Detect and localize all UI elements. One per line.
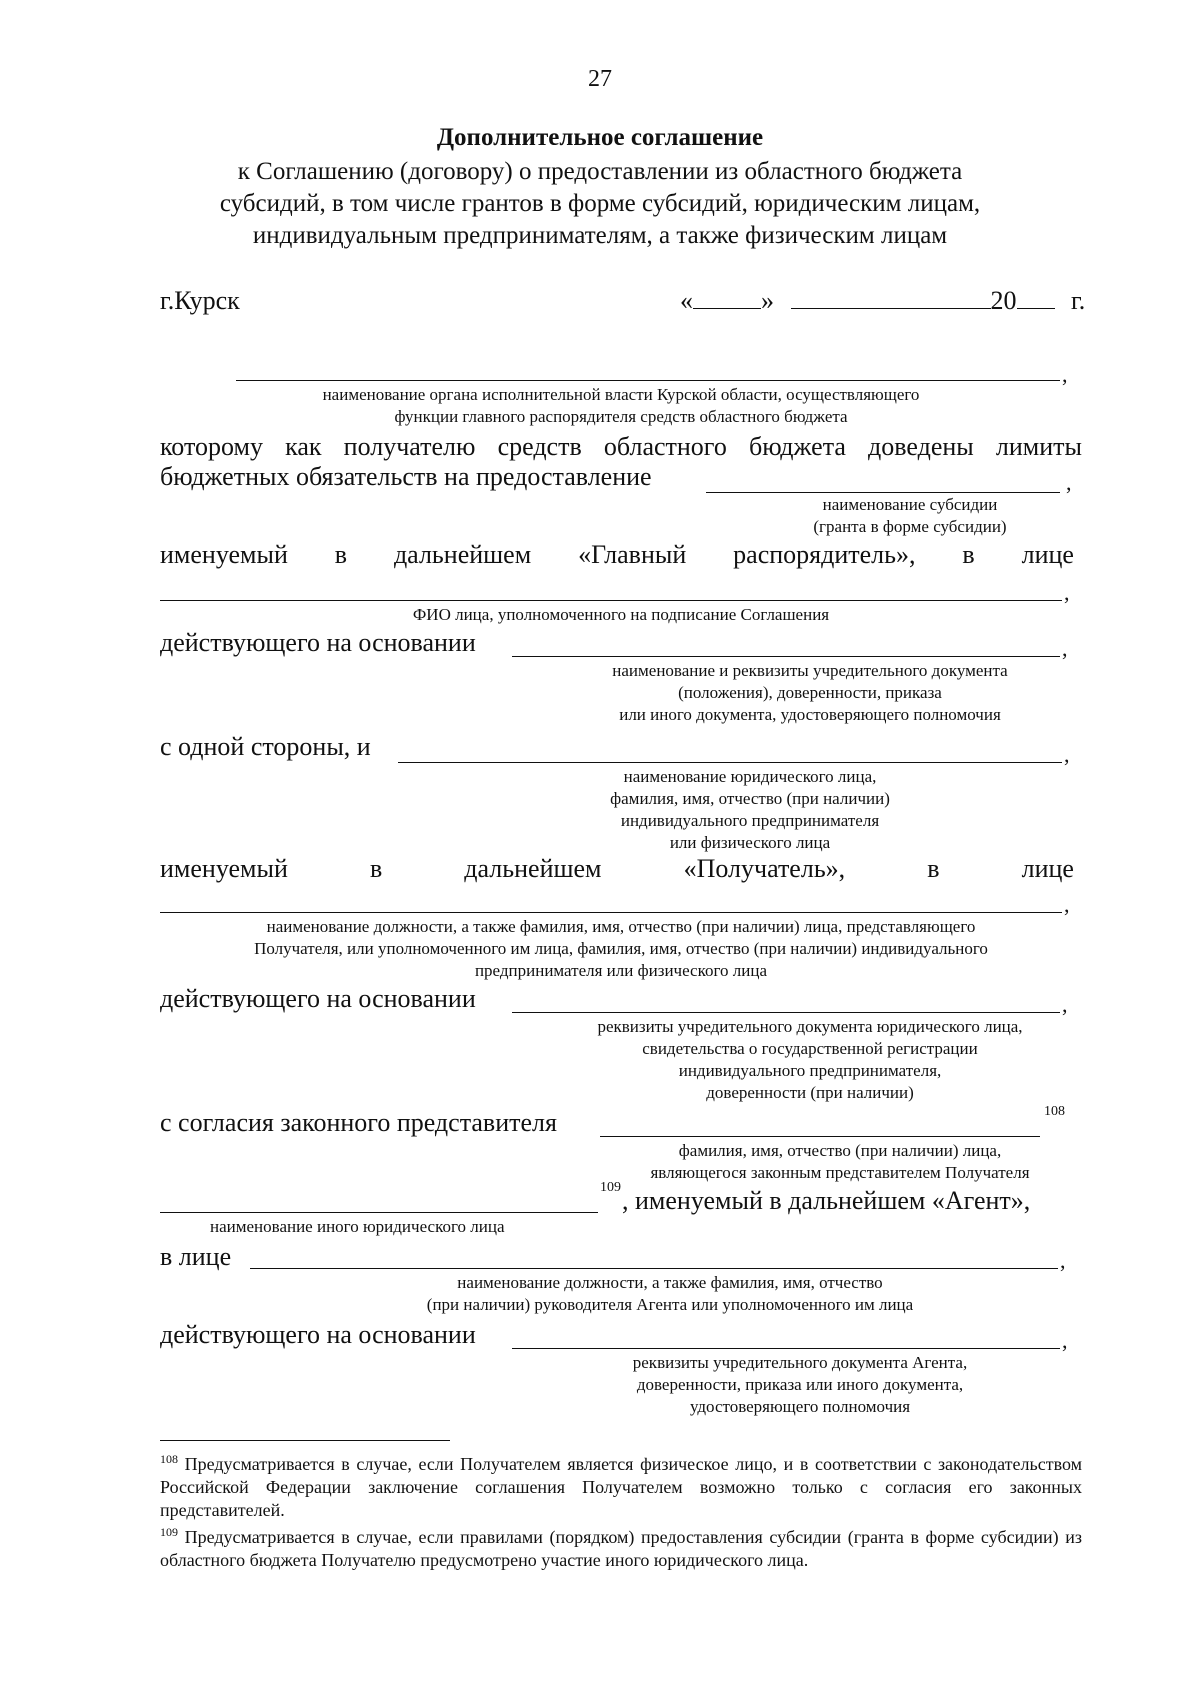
caption-recipient-3: индивидуального предпринимателя (620, 811, 880, 830)
comma: , (1060, 1248, 1066, 1273)
document-title: Дополнительное соглашение (436, 124, 764, 151)
caption-recipient-1: наименование юридического лица, (623, 767, 877, 786)
caption-doc-3-1: реквизиты учредительного документа Агента, (632, 1353, 968, 1372)
caption-doc-2-1: реквизиты учредительного документа юридического лица, (597, 1017, 1023, 1036)
acting-basis-1: действующего на основании (160, 628, 476, 657)
caption-representative-2: Получателя, или уполномоченного им лица, фамилия, имя, отчество (при наличии) индивидуального (254, 939, 988, 958)
caption-doc-1-1: наименование и реквизиты учредительного документа (612, 661, 1008, 680)
para-limits-1: которому как получателю средств областного бюджета доведены лимиты (160, 432, 1082, 461)
legal-rep-blank[interactable] (600, 1136, 1040, 1137)
word: «Получатель», (683, 854, 846, 883)
named-chief-row (160, 540, 1074, 570)
word: в (962, 540, 975, 569)
caption-authority-2: функции главного распорядителя средств областного бюджета (394, 407, 848, 426)
footnote-ref-108[interactable]: 108 (1044, 1104, 1065, 1119)
caption-doc-2-3: индивидуального предпринимателя, (678, 1061, 942, 1080)
date-close-quote: » (761, 286, 774, 315)
word: лице (1021, 854, 1074, 883)
city: г.Курск (160, 286, 240, 315)
caption-representative-1: наименование должности, а также фамилия, имя, отчество (при наличии) лица, представляющего (266, 917, 976, 936)
caption-doc-2-4: доверенности (при наличии) (706, 1083, 914, 1102)
recipient-name-blank[interactable] (398, 762, 1062, 763)
comma: , (1064, 580, 1070, 605)
basis-doc-blank-3[interactable] (512, 1348, 1060, 1349)
word: «Главный (578, 540, 687, 569)
agent-head-blank[interactable] (250, 1268, 1058, 1269)
year-suffix: г. (1071, 286, 1086, 315)
caption-agent-head-2: (при наличии) руководителя Агента или уполномоченного им лица (426, 1295, 914, 1314)
word: распорядитель», (733, 540, 916, 569)
word: дальнейшем (393, 540, 532, 569)
representative-blank[interactable] (160, 912, 1062, 913)
caption-doc-1-2: (положения), доверенности, приказа (678, 683, 942, 702)
page-number: 27 (588, 66, 612, 92)
caption-legal-rep-2: являющегося законным представителем Получателя (650, 1163, 1030, 1182)
consent-label: с согласия законного представителя (160, 1108, 557, 1137)
footnote-ref-109[interactable]: 109 (600, 1180, 621, 1195)
footnote-109 (160, 1521, 1082, 1572)
footnote-text: Предусматривается в случае, если Получателем является физическое лицо, и в соответствии с законодательством Российской Федерации заключение соглашения Получателем возможно только с согласия его законных представителей. (160, 1454, 1082, 1520)
comma: , (1062, 1328, 1068, 1353)
caption-doc-3-3: удостоверяющего полномочия (689, 1397, 911, 1416)
named-recipient-row (160, 854, 1074, 884)
caption-doc-1-3: или иного документа, удостоверяющего полномочия (619, 705, 1001, 724)
in-person-label: в лице (160, 1242, 232, 1271)
footnote-separator (160, 1440, 450, 1441)
subtitle-line-3: индивидуальным предпринимателям, а также физическим лицам (252, 222, 948, 249)
one-side: с одной стороны, и (160, 732, 371, 761)
authority-blank[interactable] (236, 380, 1060, 381)
word: в (927, 854, 940, 883)
date-open-quote: « (680, 286, 693, 315)
date-field (680, 286, 1085, 316)
word: дальнейшем (464, 854, 602, 883)
comma: , (1062, 362, 1068, 387)
comma: , (1062, 992, 1068, 1017)
word: лице (1021, 540, 1074, 569)
word: в (334, 540, 348, 569)
year-blank[interactable] (1017, 307, 1055, 309)
caption-fio: ФИО лица, уполномоченного на подписание Соглашения (412, 605, 830, 624)
footnote-108 (160, 1448, 1082, 1522)
caption-subsidy-1: наименование субсидии (822, 495, 998, 514)
subsidy-name-blank[interactable] (706, 492, 1060, 493)
caption-recipient-2: фамилия, имя, отчество (при наличии) (610, 789, 890, 808)
other-entity-blank[interactable] (160, 1212, 598, 1213)
caption-other-entity: наименование иного юридического лица (210, 1217, 505, 1236)
word: именуемый (160, 540, 288, 569)
footnote-text: Предусматривается в случае, если правилами (порядком) предоставления субсидии (гранта в форме субсидии) из областного бюджета Получателю предусмотрено участие иного юридического лица. (160, 1527, 1082, 1570)
year-prefix: 20 (990, 286, 1017, 315)
para-limits-2: бюджетных обязательств на предоставление (160, 462, 652, 491)
caption-representative-3: предпринимателя или физического лица (474, 961, 768, 980)
caption-agent-head-1: наименование должности, а также фамилия, имя, отчество (457, 1273, 883, 1292)
subtitle-line-1: к Соглашению (договору) о предоставлении из областного бюджета (237, 158, 963, 185)
comma: , (1062, 636, 1068, 661)
fio-blank[interactable] (160, 600, 1062, 601)
month-blank[interactable] (791, 307, 991, 309)
caption-doc-2-2: свидетельства о государственной регистрации (642, 1039, 978, 1058)
agent-named: , именуемый в дальнейшем «Агент», (622, 1186, 1031, 1215)
footnote-number: 108 (160, 1452, 178, 1466)
acting-basis-3: действующего на основании (160, 1320, 476, 1349)
caption-authority-1: наименование органа исполнительной власти Курской области, осуществляющего (322, 385, 920, 404)
footnote-number: 109 (160, 1525, 178, 1539)
caption-recipient-4: или физического лица (669, 833, 831, 852)
day-blank[interactable] (693, 307, 761, 309)
word: в (369, 854, 383, 883)
comma: , (1064, 742, 1070, 767)
acting-basis-2: действующего на основании (160, 984, 476, 1013)
comma: , (1064, 892, 1070, 917)
caption-legal-rep-1: фамилия, имя, отчество (при наличии) лица, (678, 1141, 1002, 1160)
basis-doc-blank-2[interactable] (512, 1012, 1060, 1013)
basis-doc-blank-1[interactable] (512, 656, 1060, 657)
word: именуемый (160, 854, 288, 883)
comma: , (1066, 470, 1072, 495)
subtitle-line-2: субсидий, в том числе грантов в форме субсидий, юридическим лицам, (219, 190, 981, 217)
caption-doc-3-2: доверенности, приказа или иного документа, (636, 1375, 964, 1394)
caption-subsidy-2: (гранта в форме субсидии) (813, 517, 1007, 536)
